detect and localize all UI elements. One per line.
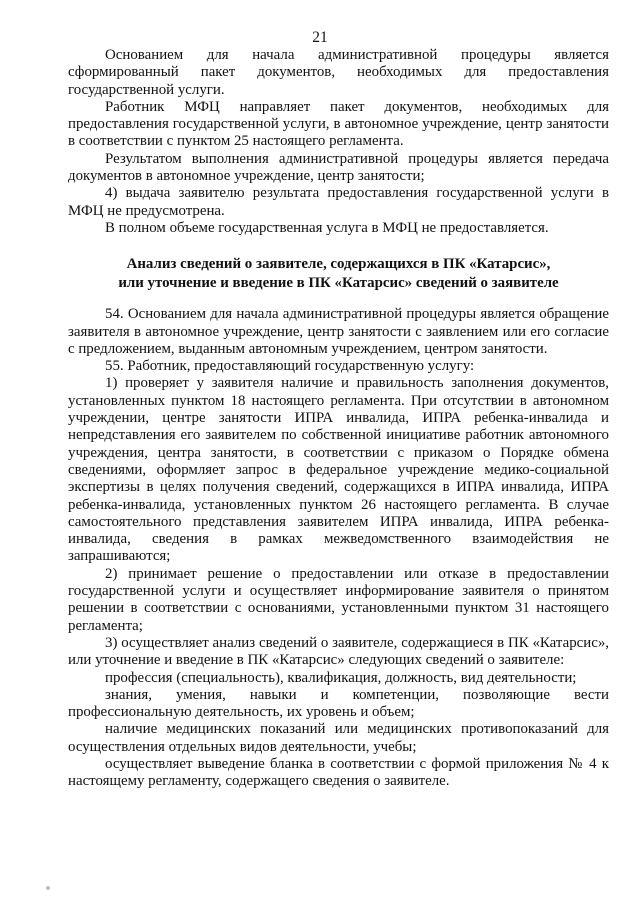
paragraph-result: Результатом выполнения административной процедуры является передача документов в автономное учреждение, центр занятости; bbox=[68, 150, 609, 185]
spacer bbox=[68, 293, 609, 306]
paragraph-54: 54. Основанием для начала административной процедуры является обращение заявителя в автономное учреждение, центр занятости с заявлением или его согласие с предложением, выданным автономным учреждением, центром занятости. bbox=[68, 306, 609, 357]
section-heading-line-1: Анализ сведений о заявителе, содержащихся в ПК «Катарсис», bbox=[126, 256, 551, 273]
paragraph-form-output: осуществляет выведение бланка в соответствии с формой приложения № 4 к настоящему регламенту, содержащего сведения о заявителе. bbox=[68, 755, 609, 790]
paragraph-55-item-1: 1) проверяет у заявителя наличие и правильность заполнения документов, установленных пунктом 18 настоящего регламента. При отсутствии в автономном учреждении, центре занятости ИПРА инвалида, ИПРА ребенка-инвалида и непредставления его заявителем по собственной инициативе работник автономного учреждения, центра занятости, в соответствии с приказом о Порядке обмена сведениями, оформляет запрос в федеральное учреждение медико-социальной экспертизы в целях получения сведений, содержащихся в ИПРА инвалида, ИПРА ребенка-инвалида, установленных пунктом 26 настоящего регламента. В случае самостоятельного представления заявителем ИПРА инвалида, ИПРА ребенка-инвалида, сведения в рамках межведомственного взаимодействия не запрашиваются; bbox=[68, 375, 609, 565]
paragraph-medical: наличие медицинских показаний или медицинских противопоказаний для осуществления отдельных видов деятельности, учебы; bbox=[68, 721, 609, 755]
spacer bbox=[68, 237, 609, 255]
page-number: 21 bbox=[312, 29, 328, 46]
paragraph-mfc-sends: Работник МФЦ направляет пакет документов, необходимых для предоставления государственной услуги, в автономное учреждение, центр занятости в соответствии с пунктом 25 настоящего регламента. bbox=[68, 98, 609, 150]
paragraph-full-scope: В полном объеме государственная услуга в МФЦ не предоставляется. bbox=[105, 219, 549, 236]
section-heading-line-2: или уточнение и введение в ПК «Катарсис» сведений о заявителе bbox=[118, 275, 559, 292]
paragraph-item-4: 4) выдача заявителю результата предоставления государственной услуги в МФЦ не предусмотрена. bbox=[68, 185, 609, 219]
paragraph-55-item-3: 3) осуществляет анализ сведений о заявителе, содержащиеся в ПК «Катарсис», или уточнение и введение в ПК «Катарсис» следующих сведений о заявителе: bbox=[68, 634, 609, 669]
paragraph-basis-mfc: Основанием для начала административной процедуры является сформированный пакет документов, необходимых для предоставления государственной услуги. bbox=[68, 47, 609, 98]
document-body bbox=[68, 47, 609, 791]
scan-dot bbox=[46, 886, 50, 890]
paragraph-55: 55. Работник, предоставляющий государственную услугу: bbox=[105, 358, 475, 375]
paragraph-profession: профессия (специальность), квалификация, должность, вид деятельности; bbox=[105, 669, 577, 686]
paragraph-skills: знания, умения, навыки и компетенции, позволяющие вести профессиональную деятельность, их уровень и объем; bbox=[68, 686, 609, 721]
paragraph-55-item-2: 2) принимает решение о предоставлении или отказе в предоставлении государственной услуги и осуществляет информирование заявителя о принятом решении в соответствии с основаниями, установленными пунктом 31 настоящего регламента; bbox=[68, 565, 609, 634]
